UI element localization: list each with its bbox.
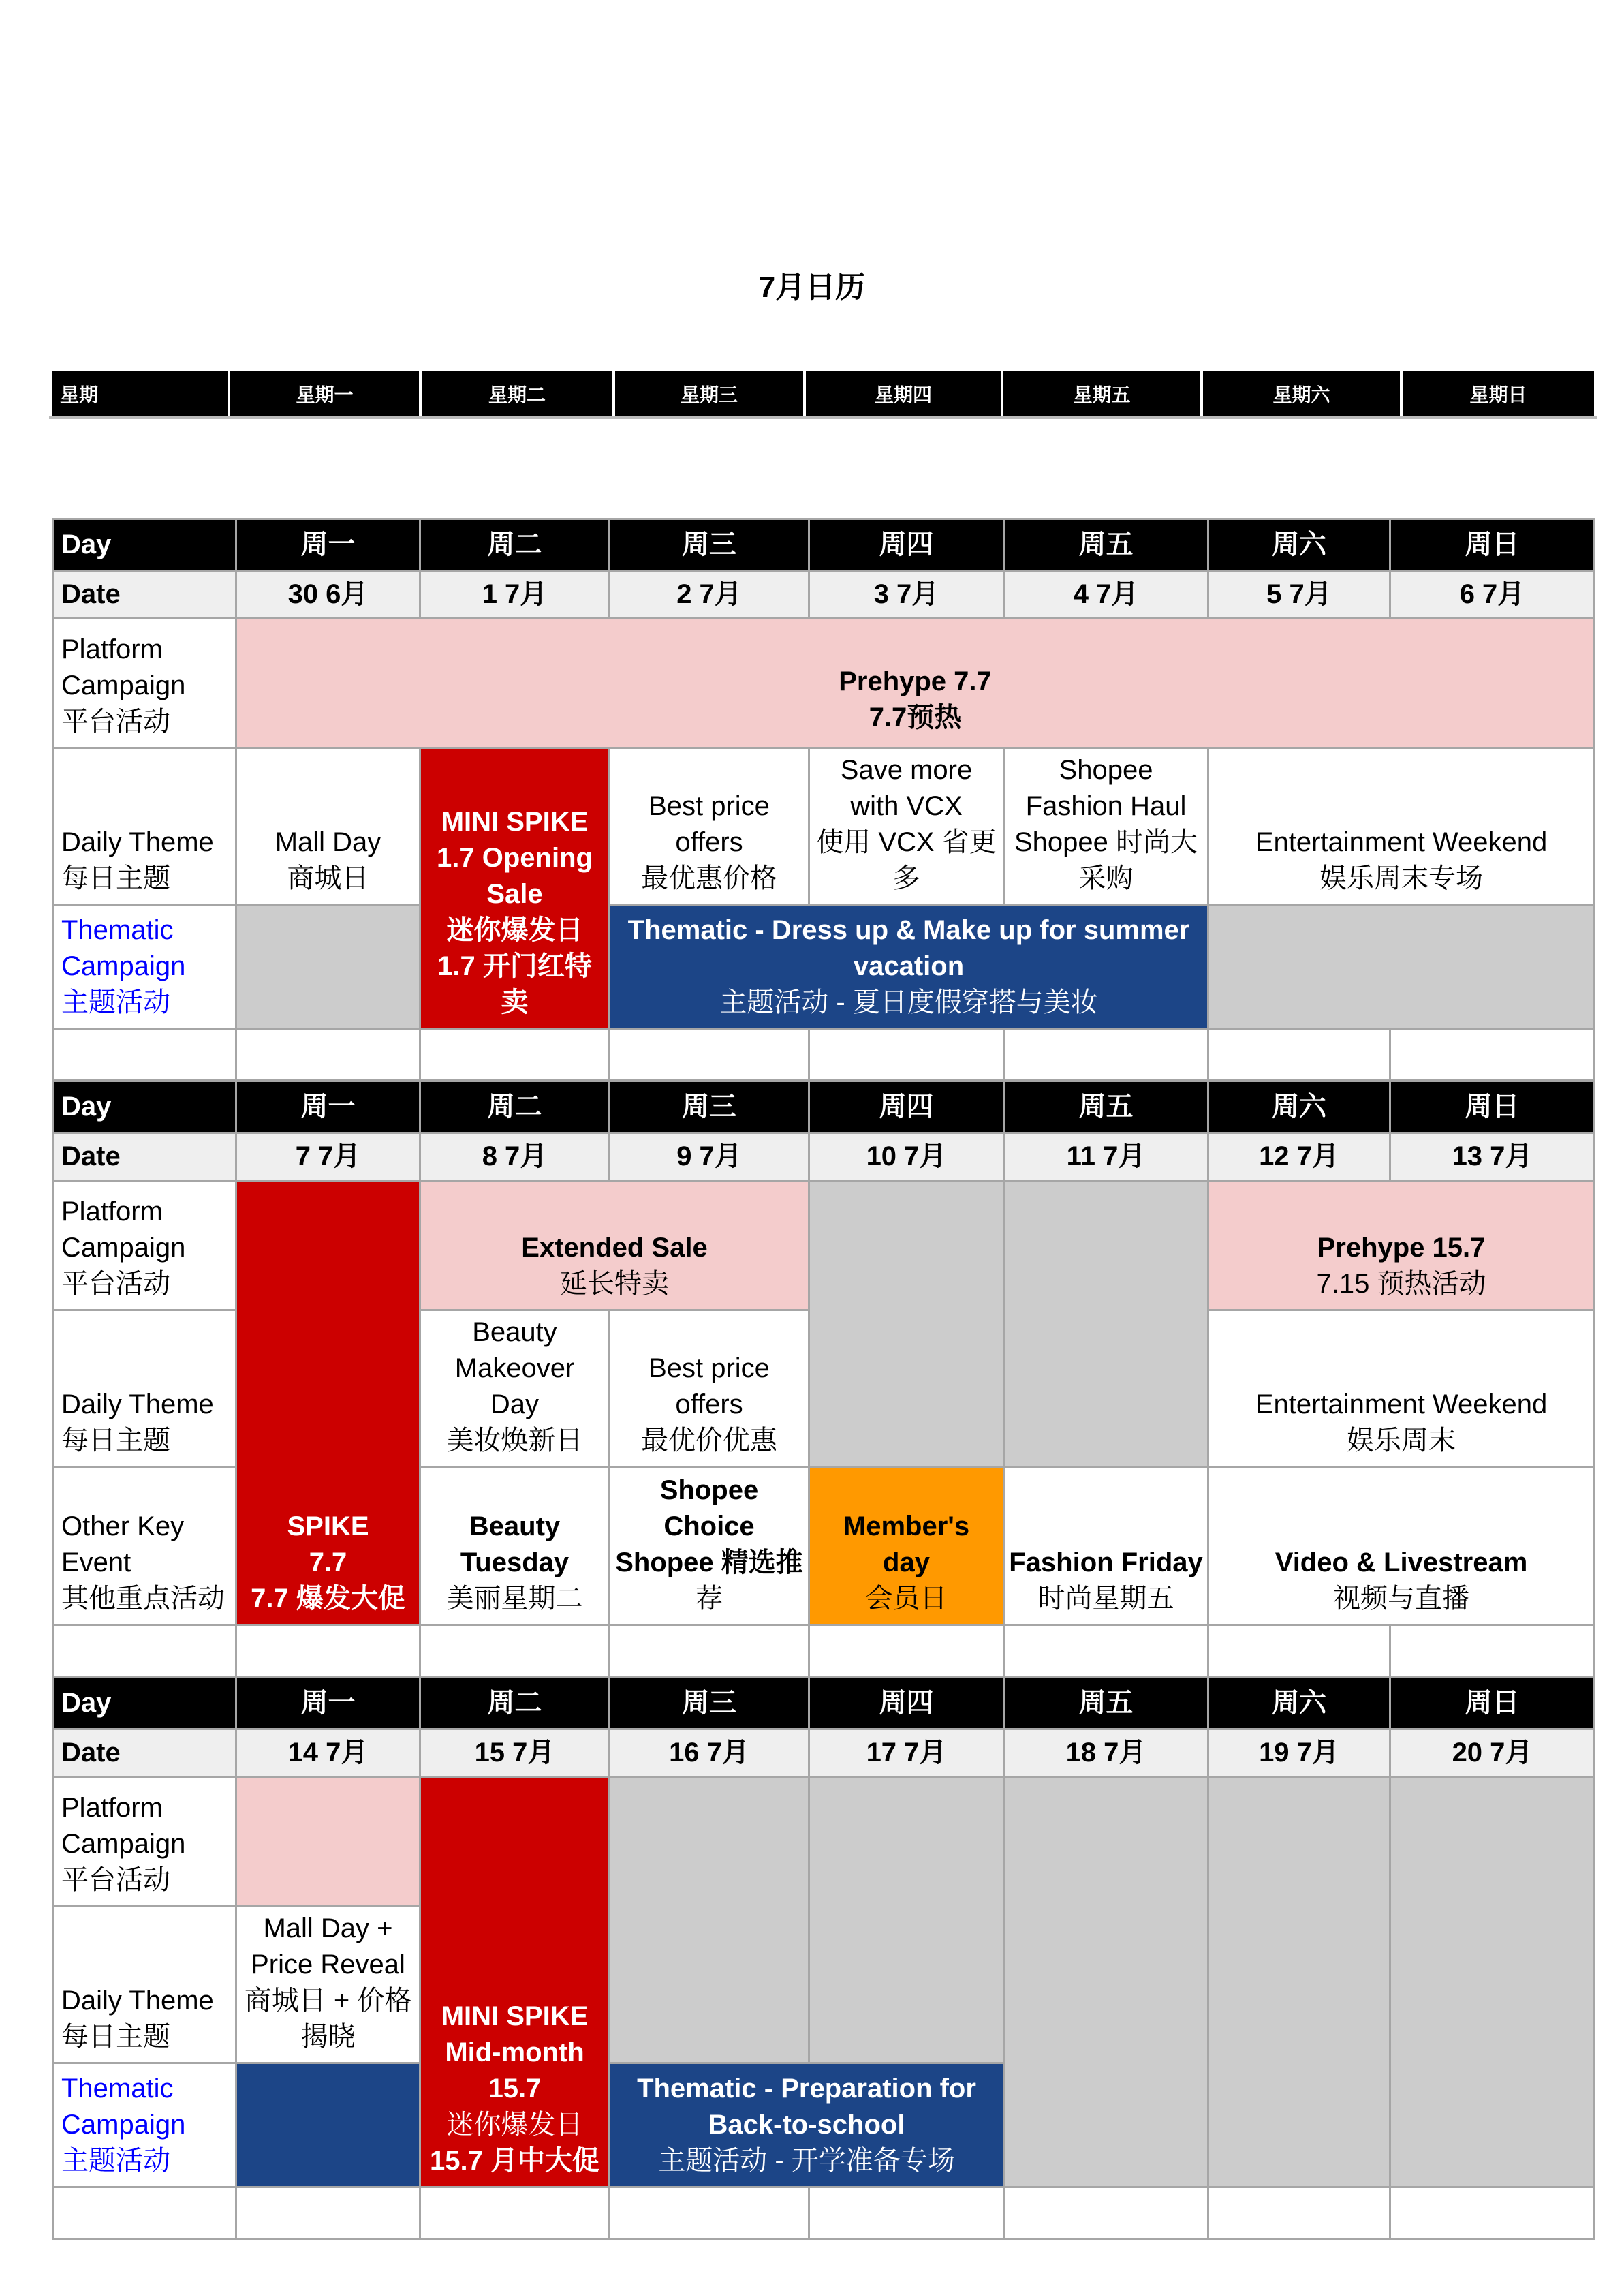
- event-video-livestream: Video & Livestream 视频与直播: [1208, 1467, 1595, 1625]
- blank-cell: [1004, 1029, 1208, 1081]
- blank-cell: [236, 1625, 420, 1677]
- date-cell: 8 7月: [420, 1133, 610, 1181]
- date-label: Date: [54, 571, 236, 619]
- blank-cell: [610, 2187, 809, 2239]
- theme-mall-day-price-reveal: Mall Day + Price Reveal 商城日 + 价格 揭晓: [236, 1907, 420, 2063]
- date-cell: 19 7月: [1208, 1729, 1390, 1777]
- header-cell: 星期日: [1401, 371, 1595, 418]
- blank-cell: [610, 1625, 809, 1677]
- spike-7-7: SPIKE 7.7 7.7 爆发大促: [236, 1181, 420, 1625]
- blank-cell: [54, 1625, 236, 1677]
- weekday-cell: 周日: [1390, 1081, 1595, 1133]
- weekday-cell: 周一: [236, 519, 420, 571]
- date-cell: 10 7月: [809, 1133, 1004, 1181]
- thematic-campaign-label: Thematic Campaign 主题活动: [54, 2063, 236, 2187]
- event-members-day: Member's day 会员日: [809, 1467, 1004, 1625]
- weekday-cell: 周三: [610, 519, 809, 571]
- prehype-7-7-campaign: Prehype 7.7 7.7预热: [236, 619, 1595, 748]
- date-cell: 14 7月: [236, 1729, 420, 1777]
- weekday-cell: 周日: [1390, 519, 1595, 571]
- empty-gray-cell: [1390, 1777, 1595, 2187]
- blank-cell: [54, 1029, 236, 1081]
- date-cell: 16 7月: [610, 1729, 809, 1777]
- weekday-cell: 周一: [236, 1678, 420, 1729]
- header-cell: 星期六: [1202, 371, 1401, 418]
- page-title: 7月日历: [758, 271, 866, 304]
- weekday-cell: 周二: [420, 1678, 610, 1729]
- daily-theme-label: Daily Theme 每日主题: [54, 1310, 236, 1467]
- blank-cell: [420, 2187, 610, 2239]
- empty-gray-cell: [1208, 905, 1595, 1029]
- blank-cell: [1004, 2187, 1208, 2239]
- header-cell: 星期三: [614, 371, 805, 418]
- blank-cell: [1208, 2187, 1390, 2239]
- blank-cell: [54, 2187, 236, 2239]
- prehype-15-7-campaign: Prehype 15.7 7.15 预热活动: [1208, 1181, 1595, 1310]
- date-cell: 12 7月: [1208, 1133, 1390, 1181]
- weekday-cell: 周三: [610, 1081, 809, 1133]
- theme-entertainment-weekend: Entertainment Weekend 娱乐周末专场: [1208, 748, 1595, 905]
- date-label: Date: [54, 1133, 236, 1181]
- day-label: Day: [54, 1081, 236, 1133]
- date-cell: 7 7月: [236, 1133, 420, 1181]
- day-label: Day: [54, 519, 236, 571]
- theme-save-more-vcx: Save more with VCX 使用 VCX 省更 多: [809, 748, 1004, 905]
- date-cell: 4 7月: [1004, 571, 1208, 619]
- daily-theme-label: Daily Theme 每日主题: [54, 1907, 236, 2063]
- weekday-cell: 周二: [420, 519, 610, 571]
- date-cell: 13 7月: [1390, 1133, 1595, 1181]
- blank-cell: [1208, 1625, 1390, 1677]
- date-cell: 9 7月: [610, 1133, 809, 1181]
- weekday-cell: 周四: [809, 519, 1004, 571]
- week-3-table: [52, 1676, 1595, 2240]
- blank-cell: [420, 1029, 610, 1081]
- weekday-cell: 周二: [420, 1081, 610, 1133]
- blank-cell: [809, 1625, 1004, 1677]
- blank-cell: [236, 1029, 420, 1081]
- weekday-cell: 周六: [1208, 1081, 1390, 1133]
- weekday-cell: 周日: [1390, 1678, 1595, 1729]
- weekday-cell: 周四: [809, 1081, 1004, 1133]
- empty-gray-cell: [809, 1777, 1004, 2063]
- date-cell: 17 7月: [809, 1729, 1004, 1777]
- platform-campaign-label: Platform Campaign 平台活动: [54, 1181, 236, 1310]
- date-cell: 6 7月: [1390, 571, 1595, 619]
- theme-entertainment-weekend: Entertainment Weekend 娱乐周末: [1208, 1310, 1595, 1467]
- blank-cell: [809, 2187, 1004, 2239]
- event-beauty-tuesday: Beauty Tuesday 美丽星期二: [420, 1467, 610, 1625]
- event-fashion-friday: Fashion Friday 时尚星期五: [1004, 1467, 1208, 1625]
- weekday-header-row: [49, 371, 1597, 419]
- extended-sale-campaign: Extended Sale 延长特卖: [420, 1181, 809, 1310]
- date-label: Date: [54, 1729, 236, 1777]
- theme-best-price-offers: Best price offers 最优惠价格: [610, 748, 809, 905]
- empty-gray-cell: [1004, 1777, 1208, 2187]
- blank-cell: [1208, 1029, 1390, 1081]
- weekday-cell: 周五: [1004, 519, 1208, 571]
- date-cell: 3 7月: [809, 571, 1004, 619]
- theme-mall-day: Mall Day 商城日: [236, 748, 420, 905]
- thematic-summer-vacation: Thematic - Dress up & Make up for summer vacation 主题活动 - 夏日度假穿搭与美妆: [610, 905, 1208, 1029]
- blank-cell: [809, 1029, 1004, 1081]
- blank-cell: [1004, 1625, 1208, 1677]
- weekday-cell: 周五: [1004, 1678, 1208, 1729]
- weekday-cell: 周六: [1208, 1678, 1390, 1729]
- empty-pink-cell: [236, 1777, 420, 1907]
- date-cell: 15 7月: [420, 1729, 610, 1777]
- empty-gray-cell: [610, 1777, 809, 2063]
- other-key-event-label: Other Key Event 其他重点活动: [54, 1467, 236, 1625]
- weekday-cell: 周三: [610, 1678, 809, 1729]
- date-cell: 30 6月: [236, 571, 420, 619]
- blank-cell: [236, 2187, 420, 2239]
- day-label: Day: [54, 1678, 236, 1729]
- daily-theme-label: Daily Theme 每日主题: [54, 748, 236, 905]
- blank-cell: [610, 1029, 809, 1081]
- weekday-cell: 周一: [236, 1081, 420, 1133]
- date-cell: 20 7月: [1390, 1729, 1595, 1777]
- platform-campaign-label: Platform Campaign 平台活动: [54, 619, 236, 748]
- theme-best-price-offers: Best price offers 最优价优惠: [610, 1310, 809, 1467]
- empty-gray-cell: [236, 905, 420, 1029]
- weekday-cell: 周六: [1208, 519, 1390, 571]
- blank-cell: [1390, 1625, 1595, 1677]
- blank-cell: [420, 1625, 610, 1677]
- thematic-navy-cell: [236, 2063, 420, 2187]
- date-cell: 5 7月: [1208, 571, 1390, 619]
- header-cell: 星期一: [229, 371, 420, 418]
- event-shopee-choice: Shopee Choice Shopee 精选推 荐: [610, 1467, 809, 1625]
- date-cell: 1 7月: [420, 571, 610, 619]
- platform-campaign-label: Platform Campaign 平台活动: [54, 1777, 236, 1907]
- week-1-table: [52, 518, 1595, 1081]
- week-2-table: [52, 1080, 1595, 1678]
- header-cell: 星期四: [805, 371, 1002, 418]
- empty-gray-cell: [809, 1181, 1004, 1467]
- header-cell: 星期五: [1002, 371, 1202, 418]
- weekday-cell: 周四: [809, 1678, 1004, 1729]
- weekday-cell: 周五: [1004, 1081, 1208, 1133]
- thematic-campaign-label: Thematic Campaign 主题活动: [54, 905, 236, 1029]
- blank-cell: [1390, 1029, 1595, 1081]
- date-cell: 2 7月: [610, 571, 809, 619]
- thematic-back-to-school: Thematic - Preparation for Back-to-school 主题活动 - 开学准备专场: [610, 2063, 1004, 2187]
- theme-beauty-makeover-day: Beauty Makeover Day 美妆焕新日: [420, 1310, 610, 1467]
- header-cell: 星期二: [420, 371, 614, 418]
- theme-fashion-haul: Shopee Fashion Haul Shopee 时尚大 采购: [1004, 748, 1208, 905]
- date-cell: 11 7月: [1004, 1133, 1208, 1181]
- empty-gray-cell: [1208, 1777, 1390, 2187]
- mini-spike-opening-sale: MINI SPIKE 1.7 Opening Sale 迷你爆发日 1.7 开门红特 卖: [420, 748, 610, 1029]
- mini-spike-mid-month: MINI SPIKE Mid-month 15.7 迷你爆发日 15.7 月中大促: [420, 1777, 610, 2187]
- blank-cell: [1390, 2187, 1595, 2239]
- header-cell: 星期: [50, 371, 229, 418]
- empty-gray-cell: [1004, 1181, 1208, 1467]
- date-cell: 18 7月: [1004, 1729, 1208, 1777]
